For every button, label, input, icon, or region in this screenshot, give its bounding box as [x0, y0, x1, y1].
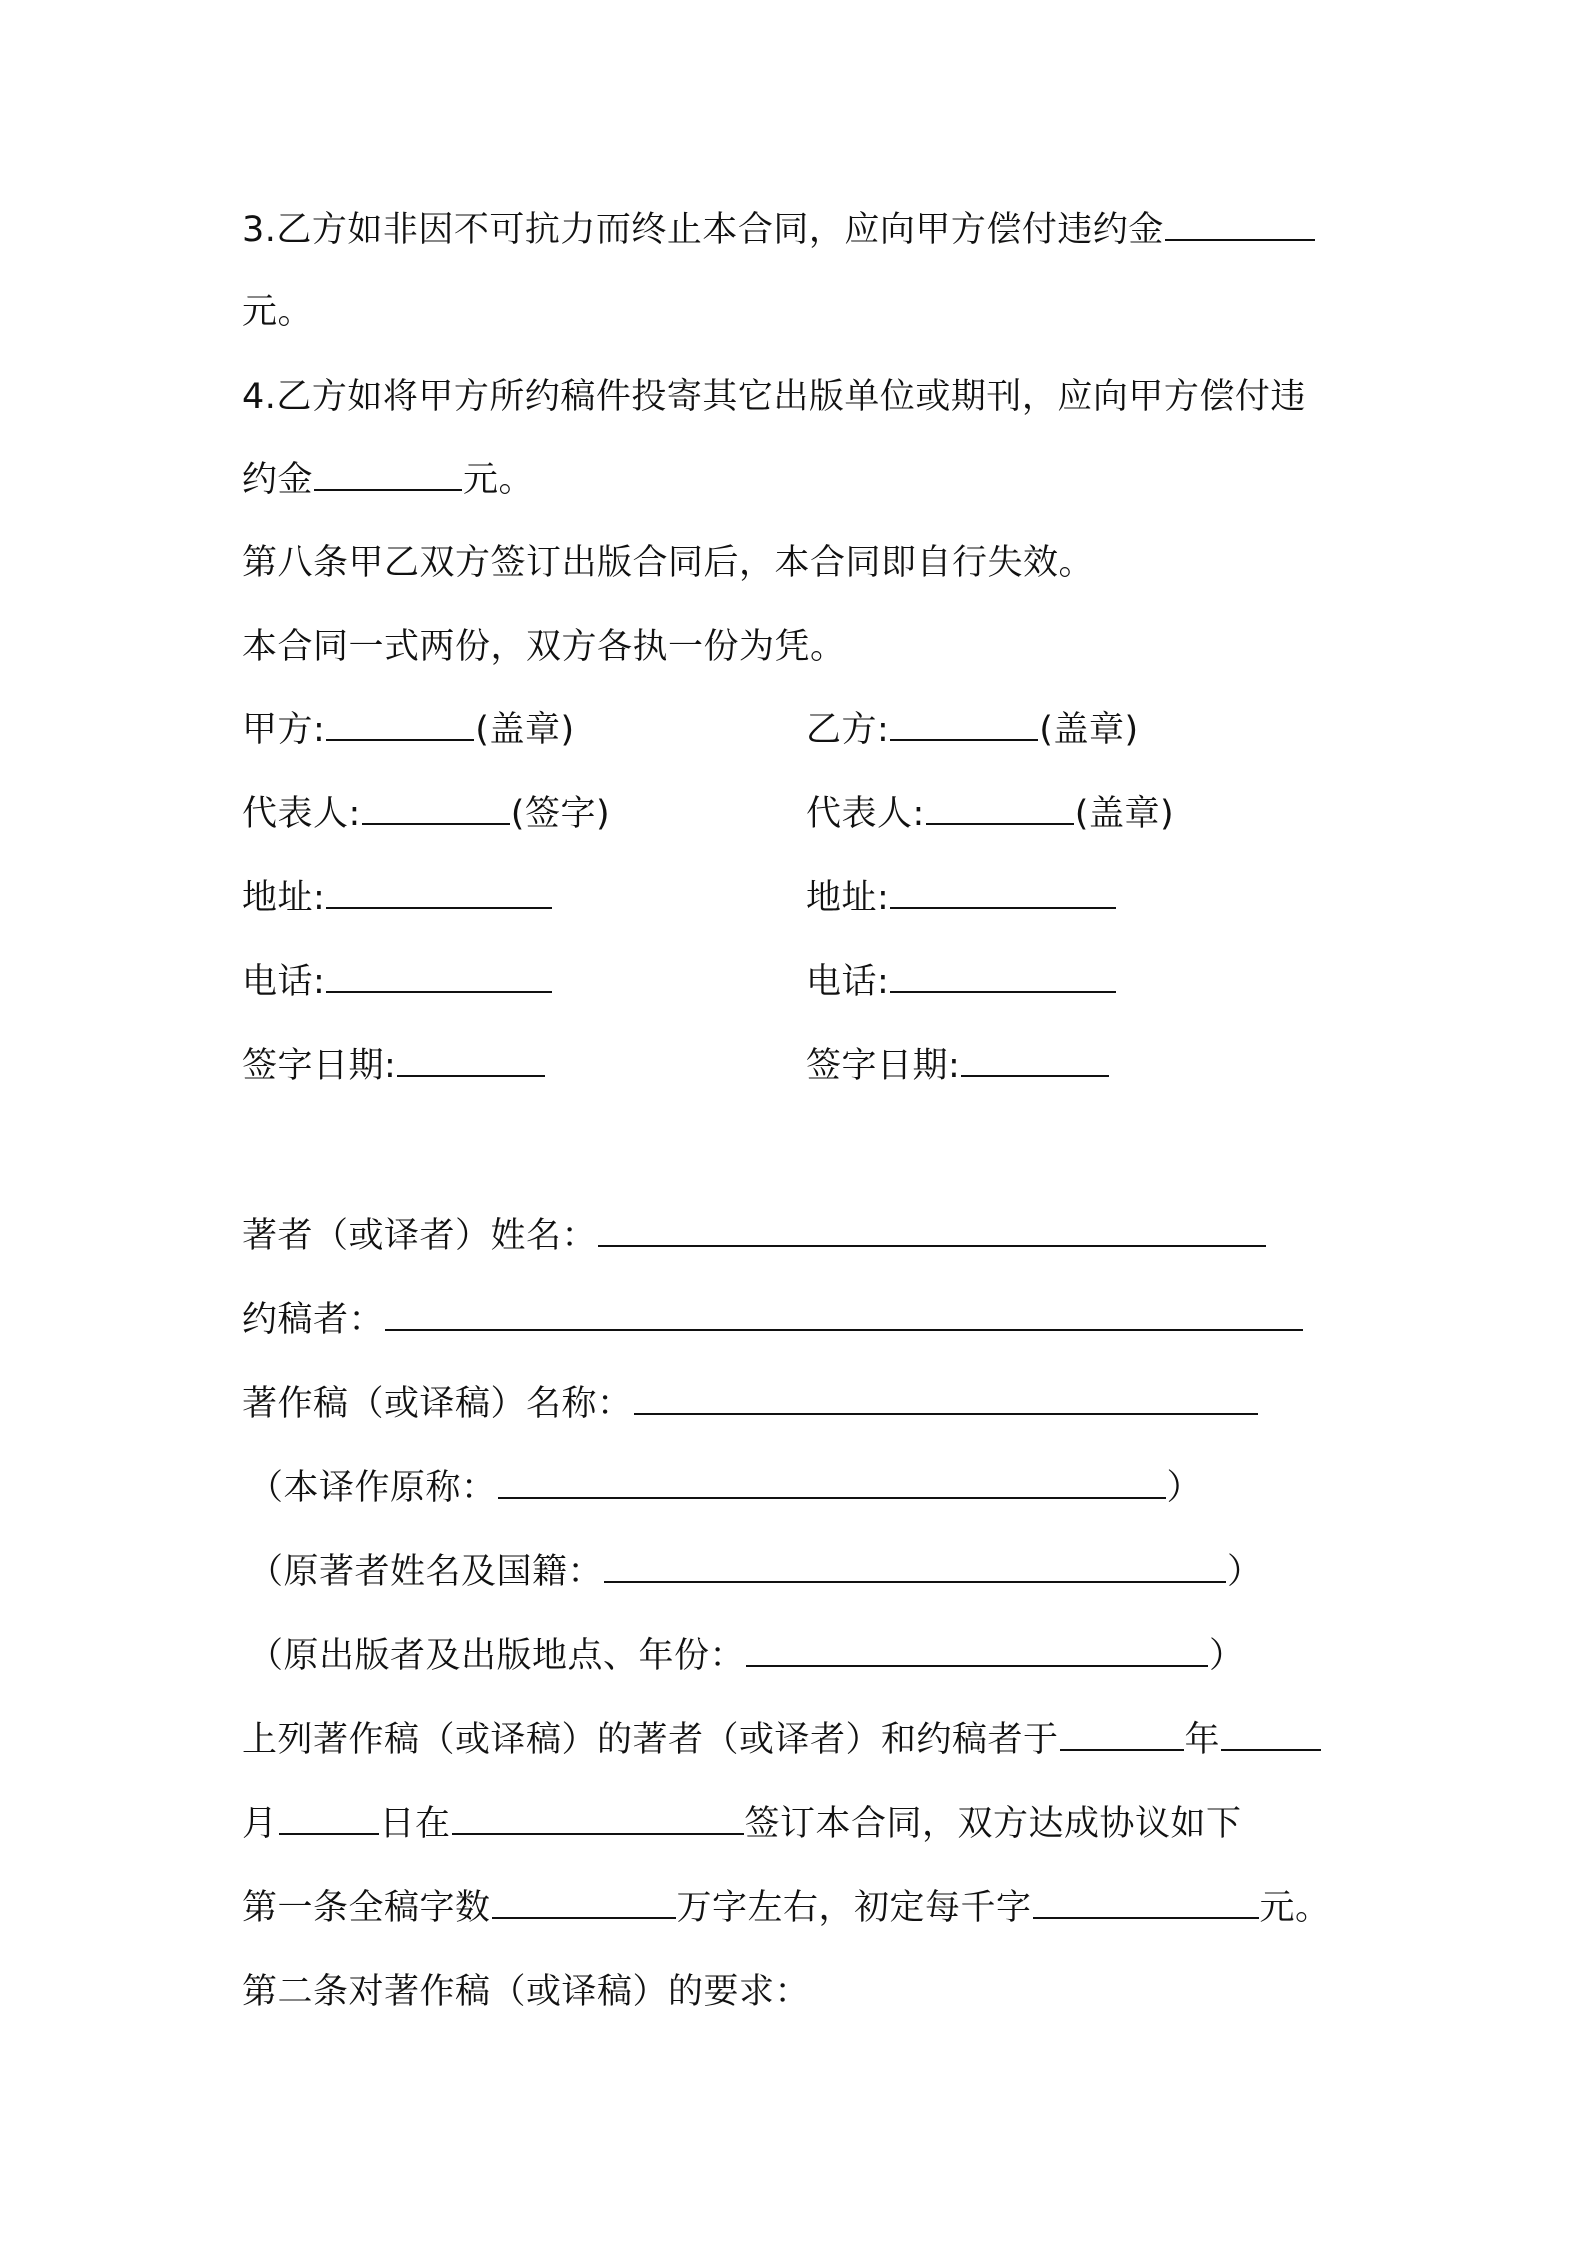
party-a-row: [242, 708, 575, 752]
year-label: 年: [1184, 1720, 1221, 1760]
day-label: 日在: [379, 1804, 451, 1844]
month-blank[interactable]: [1221, 1719, 1321, 1751]
clause-3-text: 3.乙方如非因不可抗力而终止本合同，应向甲方偿付违约金: [242, 210, 1164, 250]
work-title-label: 著作稿（或译稿）名称：: [242, 1384, 633, 1424]
party-b-label: 乙方:: [806, 710, 890, 750]
agreement-line-1: [242, 1718, 1322, 1762]
commissioner-label: 约稿者：: [242, 1300, 385, 1340]
party-a-rep-label: 代表人:: [242, 794, 361, 834]
original-author-close: ）: [1227, 1552, 1263, 1592]
party-a-date-label: 签字日期:: [242, 1046, 397, 1086]
party-b-address-blank[interactable]: [890, 877, 1116, 909]
article-1-mid: 万字左右，初定每千字: [676, 1888, 1032, 1928]
party-b-phone-row: [806, 960, 1117, 1004]
party-b-rep-row: [806, 792, 1174, 836]
rate-blank[interactable]: [1033, 1887, 1259, 1919]
party-b-date-blank[interactable]: [961, 1045, 1109, 1077]
party-a-address-row: [242, 876, 553, 920]
party-a-address-blank[interactable]: [326, 877, 552, 909]
party-a-phone-row: [242, 960, 553, 1004]
party-a-blank[interactable]: [326, 709, 474, 741]
commissioner-row: [242, 1298, 1304, 1342]
commissioner-blank[interactable]: [385, 1299, 1303, 1331]
original-publisher-label: （原出版者及出版地点、年份：: [248, 1636, 746, 1676]
penalty-blank-1[interactable]: [1165, 209, 1315, 241]
party-a-date-blank[interactable]: [397, 1045, 545, 1077]
copies-note-text: 本合同一式两份，双方各执一份为凭。: [242, 627, 846, 667]
original-title-close: ）: [1166, 1468, 1203, 1508]
work-title-blank[interactable]: [634, 1383, 1258, 1415]
clause-4-unit: 元。: [463, 460, 535, 500]
article-1-unit: 元。: [1259, 1888, 1331, 1928]
party-b-rep-label: 代表人:: [806, 794, 925, 834]
day-blank[interactable]: [279, 1803, 379, 1835]
clause-4-line-1: [242, 375, 1306, 419]
original-publisher-row: [248, 1634, 1245, 1678]
original-title-label: （本译作原称：: [248, 1468, 497, 1508]
clause-3-unit: 元。: [242, 292, 314, 332]
agreement-line-2: [242, 1802, 1242, 1846]
article-2-text: 第二条对著作稿（或译稿）的要求：: [242, 1972, 811, 2012]
word-count-blank[interactable]: [492, 1887, 676, 1919]
clause-3-line-1: [242, 208, 1316, 252]
party-a-date-row: [242, 1044, 546, 1088]
author-name-label: 著者（或译者）姓名：: [242, 1216, 598, 1256]
copies-note: [242, 625, 846, 669]
work-title-row: [242, 1382, 1259, 1426]
original-title-row: [248, 1466, 1202, 1510]
party-b-row: [806, 708, 1139, 752]
original-title-blank[interactable]: [498, 1467, 1166, 1499]
clause-4-line-2: [242, 458, 534, 502]
party-a-rep-sign: (签字): [510, 794, 611, 834]
party-a-seal: (盖章): [475, 710, 575, 750]
author-name-row: [242, 1214, 1267, 1258]
party-b-phone-blank[interactable]: [890, 961, 1116, 993]
original-publisher-close: ）: [1209, 1636, 1245, 1676]
year-blank[interactable]: [1060, 1719, 1184, 1751]
party-b-address-row: [806, 876, 1117, 920]
party-b-seal: (盖章): [1039, 710, 1139, 750]
article-1: [242, 1886, 1331, 1930]
party-a-rep-blank[interactable]: [362, 793, 510, 825]
original-publisher-blank[interactable]: [746, 1635, 1208, 1667]
party-b-date-row: [806, 1044, 1110, 1088]
party-b-rep-seal: (盖章): [1074, 794, 1175, 834]
article-8: [242, 541, 1094, 585]
party-b-address-label: 地址:: [806, 878, 890, 918]
party-a-address-label: 地址:: [242, 878, 326, 918]
party-b-rep-blank[interactable]: [926, 793, 1074, 825]
article-8-text: 第八条甲乙双方签订出版合同后，本合同即自行失效。: [242, 543, 1095, 583]
party-b-blank[interactable]: [890, 709, 1038, 741]
author-name-blank[interactable]: [598, 1215, 1266, 1247]
article-2: [242, 1970, 810, 2014]
clause-4-text: 4.乙方如将甲方所约稿件投寄其它出版单位或期刊，应向甲方偿付违: [242, 377, 1306, 417]
original-author-label: （原著者姓名及国籍：: [248, 1552, 604, 1592]
party-a-label: 甲方:: [242, 710, 326, 750]
original-author-row: [248, 1550, 1263, 1594]
article-1-label: 第一条全稿字数: [242, 1888, 491, 1928]
place-blank[interactable]: [452, 1803, 744, 1835]
original-author-blank[interactable]: [604, 1551, 1226, 1583]
clause-4-penalty-label: 约金: [242, 460, 314, 500]
party-b-date-label: 签字日期:: [806, 1046, 961, 1086]
party-b-phone-label: 电话:: [806, 962, 890, 1002]
agreement-outro: 签订本合同，双方达成协议如下: [744, 1804, 1242, 1844]
party-a-rep-row: [242, 792, 610, 836]
clause-3-line-2: [242, 290, 313, 334]
party-a-phone-label: 电话:: [242, 962, 326, 1002]
month-label: 月: [242, 1804, 278, 1844]
penalty-blank-2[interactable]: [314, 459, 462, 491]
party-a-phone-blank[interactable]: [326, 961, 552, 993]
agreement-intro: 上列著作稿（或译稿）的著者（或译者）和约稿者于: [242, 1720, 1059, 1760]
